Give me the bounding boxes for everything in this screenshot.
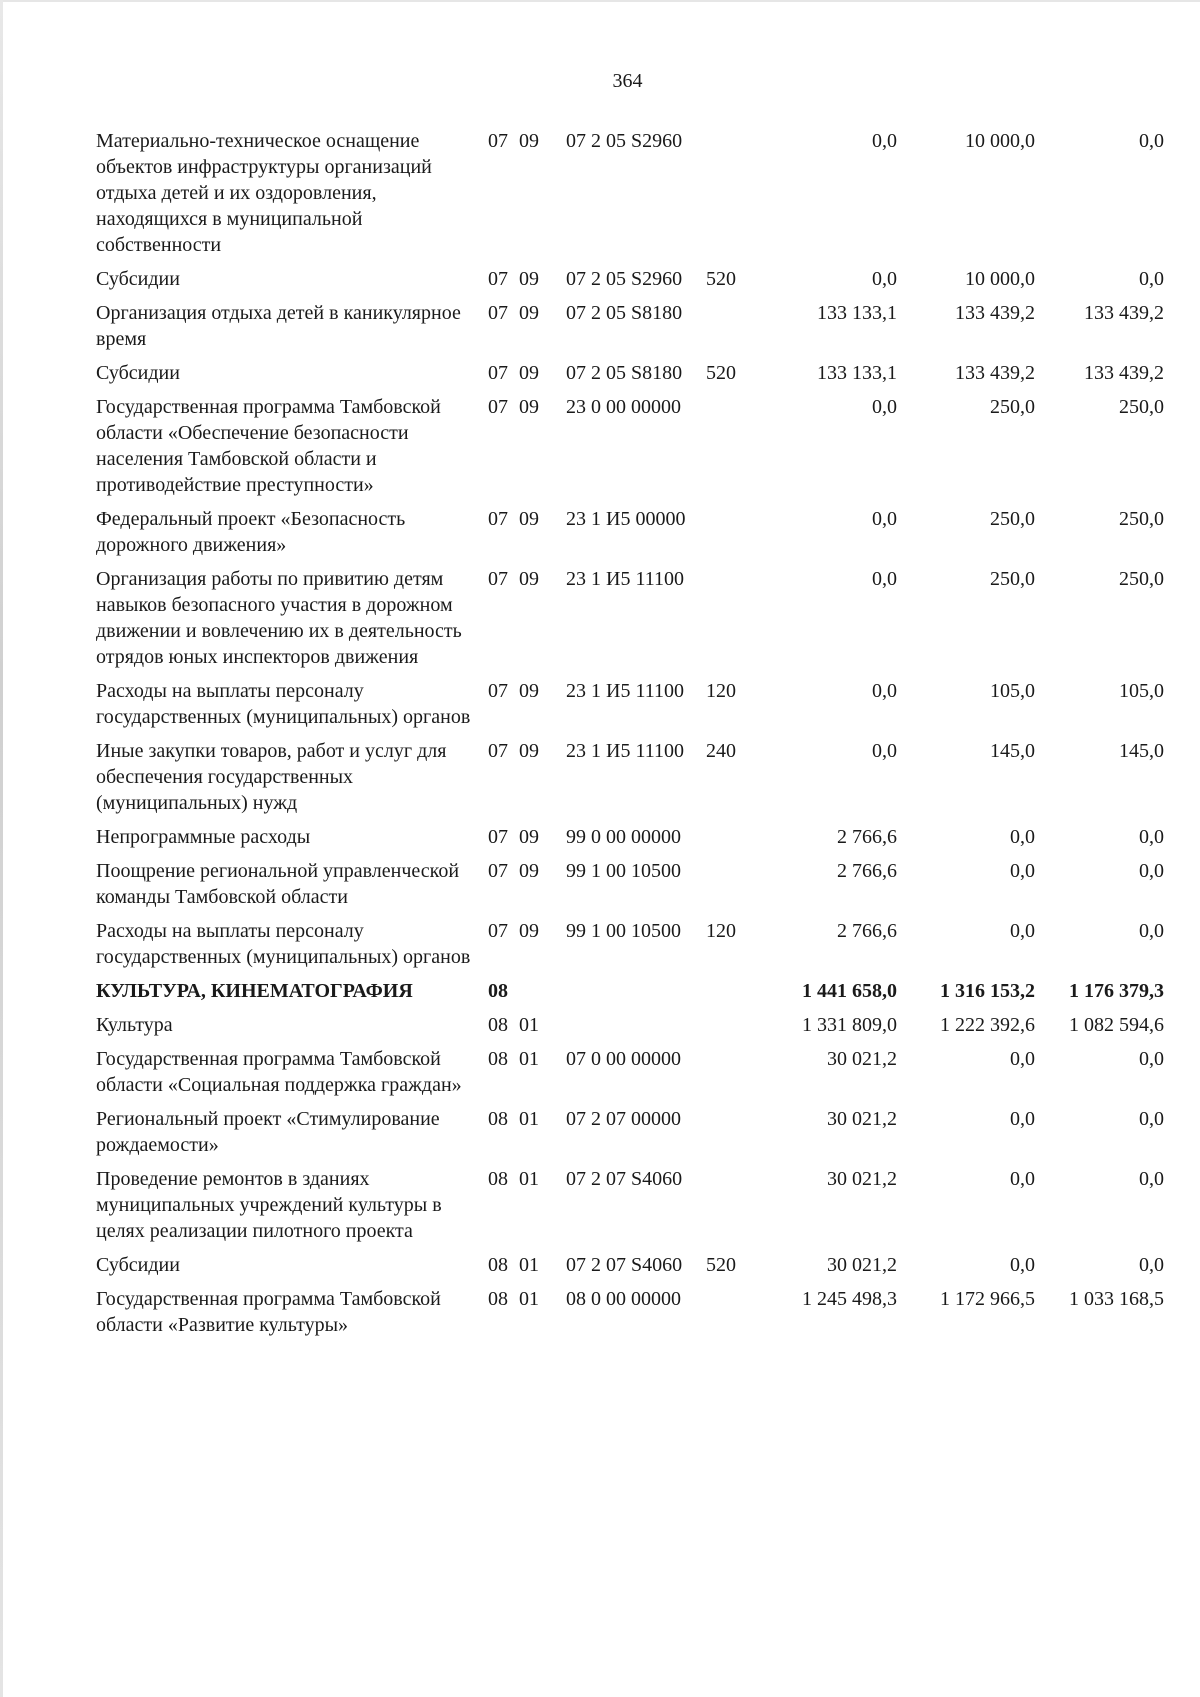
page-number: 364 (612, 70, 643, 92)
table-row (96, 1286, 1164, 1346)
cell-amount-year-1: 1 441 658,0 (802, 980, 897, 1002)
cell-amount-year-3: 105,0 (1119, 680, 1164, 702)
cell-section: 07 (488, 130, 508, 152)
cell-amount-year-2: 10 000,0 (965, 130, 1035, 152)
cell-subsection: 09 (519, 740, 539, 762)
cell-target-article: 23 1 И5 11100 (566, 680, 684, 702)
cell-amount-year-2: 133 439,2 (955, 362, 1035, 384)
cell-subsection: 09 (519, 362, 539, 384)
cell-name: Государственная программа Тамбовской области «Обеспечение безопасности населения Тамбовской области и противодействие преступности» (96, 396, 441, 496)
cell-amount-year-1: 0,0 (872, 268, 897, 290)
cell-section: 07 (488, 302, 508, 324)
cell-target-article (566, 978, 706, 1012)
cell-amount-year-2: 0,0 (1010, 1254, 1035, 1276)
cell-name: Государственная программа Тамбовской области «Развитие культуры» (96, 1288, 441, 1336)
cell-name: Государственная программа Тамбовской области «Социальная поддержка граждан» (96, 1048, 462, 1096)
cell-amount-year-2: 1 172 966,5 (940, 1288, 1035, 1310)
cell-subsection: 09 (519, 396, 539, 418)
cell-section: 07 (488, 362, 508, 384)
cell-amount-year-1: 0,0 (872, 130, 897, 152)
table-row (96, 1012, 1164, 1046)
cell-amount-year-1: 0,0 (872, 568, 897, 590)
cell-expense-type (706, 978, 761, 1012)
cell-amount-year-1: 30 021,2 (827, 1254, 897, 1276)
cell-amount-year-2: 133 439,2 (955, 302, 1035, 324)
cell-subsection: 09 (519, 568, 539, 590)
cell-amount-year-3: 1 033 168,5 (1069, 1288, 1164, 1310)
cell-amount-year-1: 2 766,6 (837, 920, 897, 942)
cell-expense-type: 520 (706, 268, 736, 290)
cell-name: КУЛЬТУРА, КИНЕМАТОГРАФИЯ (96, 980, 413, 1002)
cell-section: 08 (488, 1288, 508, 1310)
cell-amount-year-2: 250,0 (990, 508, 1035, 530)
cell-amount-year-3: 0,0 (1139, 1048, 1164, 1070)
cell-name: Субсидии (96, 1254, 180, 1276)
cell-name: Материально-техническое оснащение объектов инфраструктуры организаций отдыха детей и их оздоровления, находящихся в муниципальной собственности (96, 130, 432, 256)
cell-target-article: 23 1 И5 00000 (566, 508, 686, 530)
table-row (96, 738, 1164, 824)
table-row (96, 360, 1164, 394)
cell-amount-year-2: 145,0 (990, 740, 1035, 762)
cell-amount-year-3: 0,0 (1139, 1108, 1164, 1130)
cell-section: 08 (488, 1108, 508, 1130)
table-row (96, 266, 1164, 300)
cell-name: Организация работы по привитию детям навыков безопасного участия в дорожном движении и вовлечению их в деятельность отрядов юных инспекторов движения (96, 568, 462, 668)
cell-section: 07 (488, 826, 508, 848)
cell-target-article: 07 0 00 00000 (566, 1048, 681, 1070)
cell-expense-type (706, 1012, 761, 1046)
cell-subsection: 01 (519, 1254, 539, 1276)
table-row (96, 506, 1164, 566)
cell-amount-year-2: 1 222 392,6 (940, 1014, 1035, 1036)
cell-amount-year-1: 30 021,2 (827, 1048, 897, 1070)
cell-target-article: 23 1 И5 11100 (566, 740, 684, 762)
cell-amount-year-3: 0,0 (1139, 1254, 1164, 1276)
cell-target-article: 07 2 05 S8180 (566, 362, 683, 384)
cell-amount-year-1: 0,0 (872, 740, 897, 762)
cell-amount-year-2: 0,0 (1010, 1168, 1035, 1190)
cell-target-article: 99 1 00 10500 (566, 920, 681, 942)
cell-amount-year-3: 250,0 (1119, 396, 1164, 418)
table-row (96, 678, 1164, 738)
table-row (96, 128, 1164, 266)
cell-target-article: 07 2 05 S8180 (566, 302, 683, 324)
cell-section: 07 (488, 568, 508, 590)
cell-amount-year-2: 0,0 (1010, 826, 1035, 848)
cell-name: Организация отдыха детей в каникулярное время (96, 302, 461, 350)
cell-section: 07 (488, 680, 508, 702)
cell-amount-year-1: 133 133,1 (817, 302, 897, 324)
cell-target-article: 23 1 И5 11100 (566, 568, 684, 590)
cell-amount-year-3: 145,0 (1119, 740, 1164, 762)
cell-expense-type (706, 1286, 761, 1346)
cell-amount-year-3: 0,0 (1139, 268, 1164, 290)
cell-amount-year-2: 1 316 153,2 (940, 980, 1035, 1002)
cell-amount-year-2: 250,0 (990, 568, 1035, 590)
cell-name: Культура (96, 1014, 173, 1036)
cell-name: Субсидии (96, 362, 180, 384)
cell-expense-type (706, 300, 761, 360)
cell-amount-year-1: 0,0 (872, 396, 897, 418)
cell-subsection: 01 (519, 1108, 539, 1130)
cell-amount-year-3: 1 082 594,6 (1069, 1014, 1164, 1036)
cell-expense-type: 240 (706, 740, 736, 762)
cell-amount-year-3: 0,0 (1139, 1168, 1164, 1190)
cell-section: 08 (488, 1048, 508, 1070)
scan-edge-top (0, 0, 1200, 2)
table-row (96, 1106, 1164, 1166)
table-row (96, 918, 1164, 978)
cell-expense-type (706, 1046, 761, 1106)
cell-amount-year-1: 30 021,2 (827, 1108, 897, 1130)
cell-amount-year-3: 1 176 379,3 (1069, 980, 1164, 1002)
cell-amount-year-3: 0,0 (1139, 130, 1164, 152)
cell-expense-type (706, 128, 761, 266)
cell-expense-type (706, 506, 761, 566)
table-row (96, 566, 1164, 678)
cell-amount-year-1: 2 766,6 (837, 826, 897, 848)
cell-expense-type (706, 1106, 761, 1166)
cell-subsection: 01 (519, 1048, 539, 1070)
cell-amount-year-3: 0,0 (1139, 826, 1164, 848)
cell-expense-type: 120 (706, 680, 736, 702)
cell-section: 08 (488, 980, 508, 1002)
cell-section: 07 (488, 396, 508, 418)
cell-name: Региональный проект «Стимулирование рождаемости» (96, 1108, 440, 1156)
cell-subsection: 09 (519, 920, 539, 942)
cell-amount-year-2: 10 000,0 (965, 268, 1035, 290)
cell-section: 07 (488, 740, 508, 762)
cell-amount-year-3: 250,0 (1119, 508, 1164, 530)
cell-section: 07 (488, 920, 508, 942)
cell-name: Расходы на выплаты персоналу государственных (муниципальных) органов (96, 680, 471, 728)
cell-expense-type (706, 824, 761, 858)
table-row (96, 1166, 1164, 1252)
cell-section: 07 (488, 508, 508, 530)
cell-target-article: 07 2 07 S4060 (566, 1168, 683, 1190)
cell-amount-year-3: 0,0 (1139, 920, 1164, 942)
table-row (96, 824, 1164, 858)
cell-amount-year-1: 0,0 (872, 680, 897, 702)
cell-amount-year-2: 105,0 (990, 680, 1035, 702)
cell-amount-year-1: 1 331 809,0 (802, 1014, 897, 1036)
cell-section: 07 (488, 268, 508, 290)
cell-name: Расходы на выплаты персоналу государственных (муниципальных) органов (96, 920, 471, 968)
table-row (96, 858, 1164, 918)
cell-amount-year-2: 0,0 (1010, 1108, 1035, 1130)
cell-target-article: 08 0 00 00000 (566, 1288, 681, 1310)
cell-name: Субсидии (96, 268, 180, 290)
cell-name: Федеральный проект «Безопасность дорожного движения» (96, 508, 406, 556)
cell-amount-year-1: 30 021,2 (827, 1168, 897, 1190)
table-row (96, 300, 1164, 360)
cell-subsection: 09 (519, 302, 539, 324)
cell-amount-year-3: 133 439,2 (1084, 302, 1164, 324)
cell-section: 07 (488, 860, 508, 882)
cell-amount-year-2: 0,0 (1010, 920, 1035, 942)
cell-amount-year-1: 2 766,6 (837, 860, 897, 882)
cell-subsection: 01 (519, 1168, 539, 1190)
cell-target-article: 07 2 07 00000 (566, 1108, 681, 1130)
table-row (96, 394, 1164, 506)
cell-subsection: 09 (519, 860, 539, 882)
cell-subsection: 01 (519, 1288, 539, 1310)
cell-name: Иные закупки товаров, работ и услуг для обеспечения государственных (муниципальных) нужд (96, 740, 447, 814)
cell-expense-type: 520 (706, 1254, 736, 1276)
cell-amount-year-3: 133 439,2 (1084, 362, 1164, 384)
cell-subsection: 09 (519, 680, 539, 702)
cell-target-article (566, 1012, 706, 1046)
cell-expense-type (706, 566, 761, 678)
cell-name: Проведение ремонтов в зданиях муниципальных учреждений культуры в целях реализации пилотного проекта (96, 1168, 442, 1242)
cell-target-article: 99 0 00 00000 (566, 826, 681, 848)
budget-table (96, 128, 1164, 1346)
cell-target-article: 07 2 05 S2960 (566, 130, 683, 152)
budget-table-body (96, 128, 1164, 1346)
cell-amount-year-3: 0,0 (1139, 860, 1164, 882)
table-row (96, 1252, 1164, 1286)
cell-expense-type (706, 1166, 761, 1252)
cell-subsection: 01 (519, 1014, 539, 1036)
cell-subsection (519, 978, 566, 1012)
cell-amount-year-2: 250,0 (990, 396, 1035, 418)
cell-subsection: 09 (519, 508, 539, 530)
cell-expense-type: 120 (706, 920, 736, 942)
cell-expense-type: 520 (706, 362, 736, 384)
cell-name: Непрограммные расходы (96, 826, 311, 848)
cell-amount-year-2: 0,0 (1010, 860, 1035, 882)
cell-section: 08 (488, 1014, 508, 1036)
cell-target-article: 07 2 05 S2960 (566, 268, 683, 290)
scan-edge-left (0, 0, 3, 1697)
cell-amount-year-1: 0,0 (872, 508, 897, 530)
cell-amount-year-3: 250,0 (1119, 568, 1164, 590)
cell-amount-year-1: 133 133,1 (817, 362, 897, 384)
cell-subsection: 09 (519, 130, 539, 152)
cell-subsection: 09 (519, 268, 539, 290)
cell-target-article: 99 1 00 10500 (566, 860, 681, 882)
table-row (96, 1046, 1164, 1106)
cell-name: Поощрение региональной управленческой команды Тамбовской области (96, 860, 460, 908)
cell-expense-type (706, 858, 761, 918)
cell-section: 08 (488, 1168, 508, 1190)
table-row (96, 978, 1164, 1012)
cell-target-article: 07 2 07 S4060 (566, 1254, 683, 1276)
cell-amount-year-2: 0,0 (1010, 1048, 1035, 1070)
cell-subsection: 09 (519, 826, 539, 848)
cell-expense-type (706, 394, 761, 506)
cell-amount-year-1: 1 245 498,3 (802, 1288, 897, 1310)
cell-target-article: 23 0 00 00000 (566, 396, 681, 418)
cell-section: 08 (488, 1254, 508, 1276)
